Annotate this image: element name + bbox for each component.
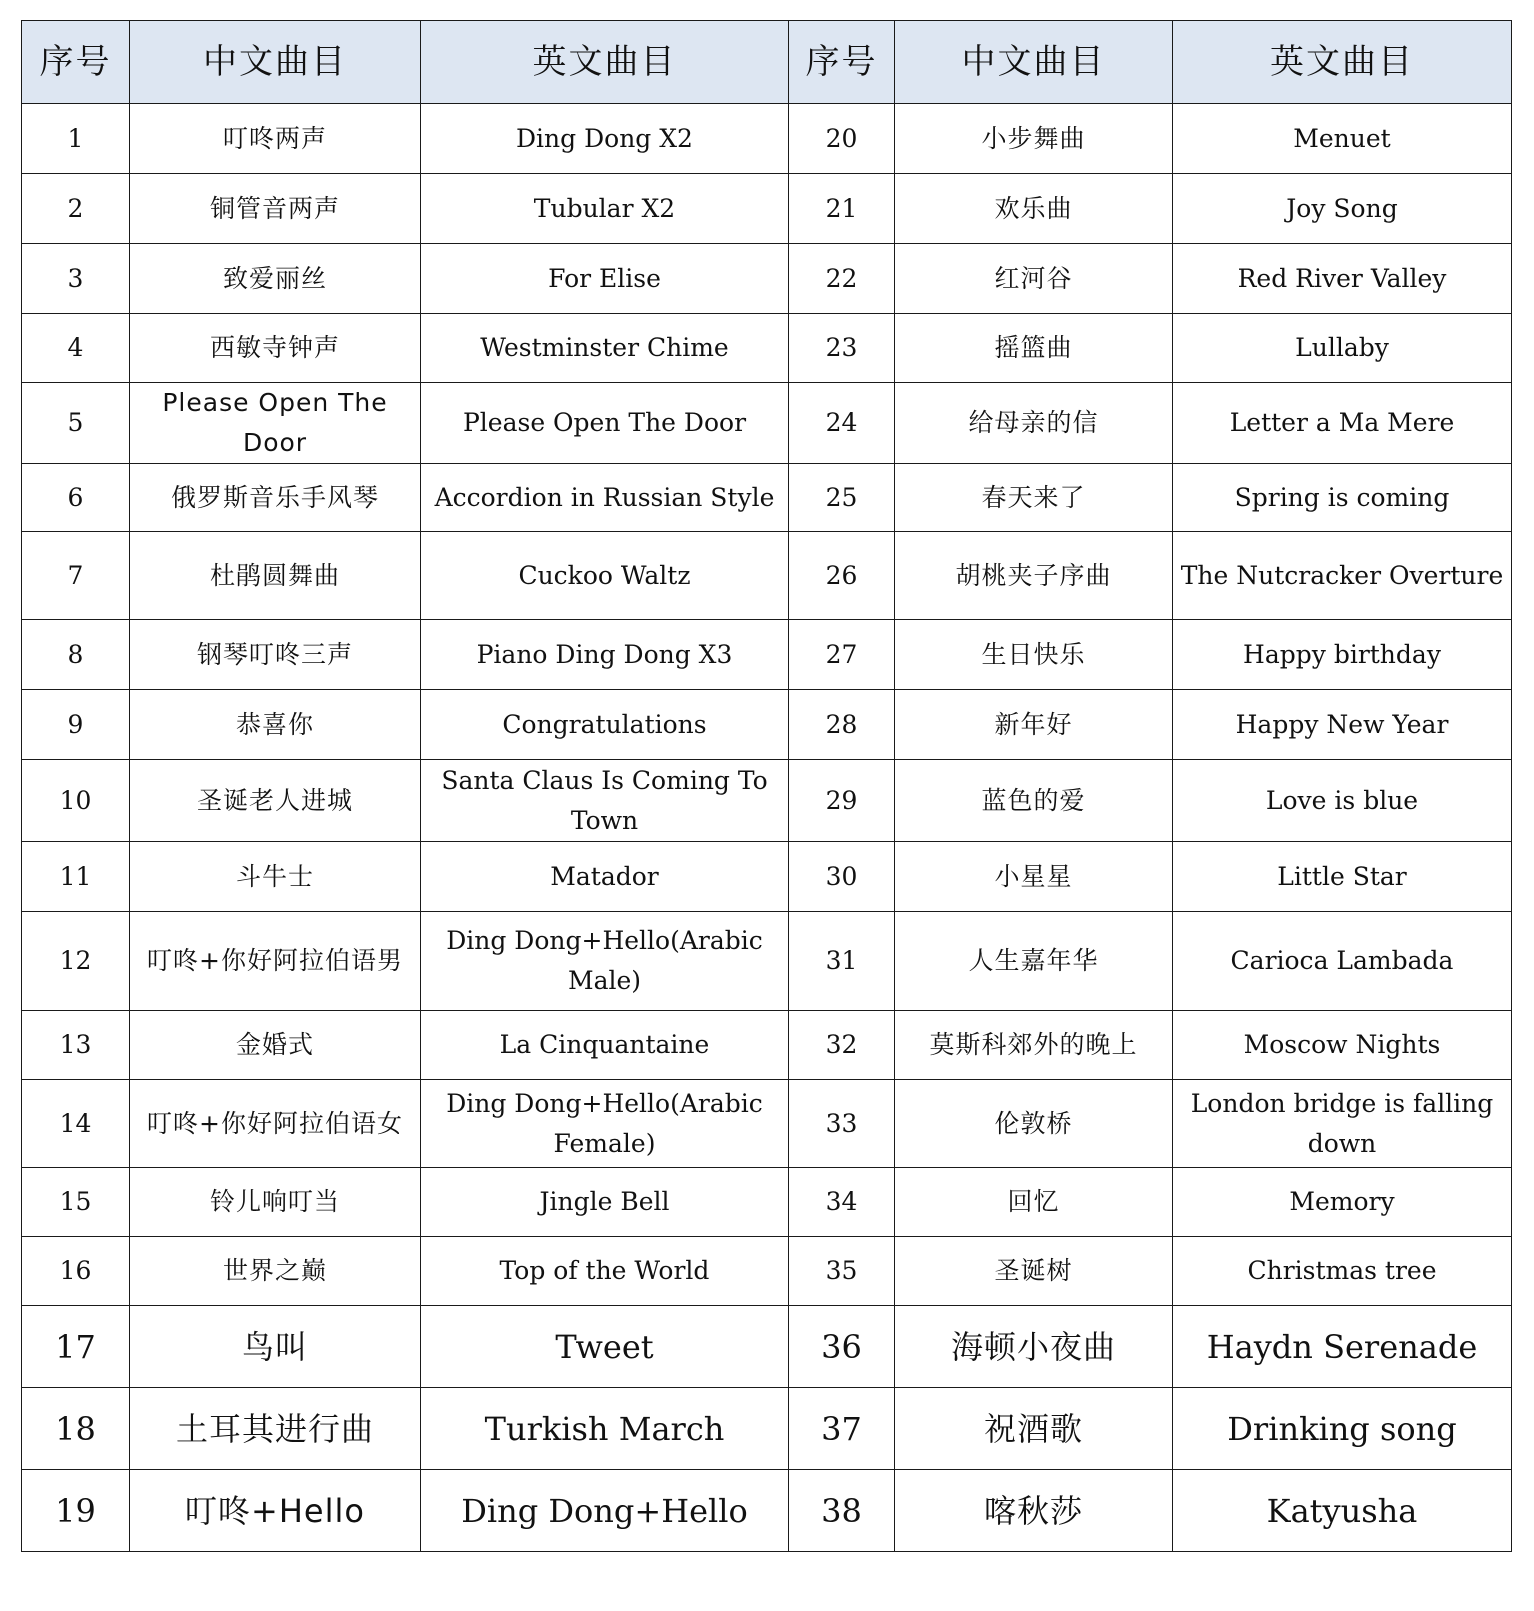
chinese-title-cell: 西敏寺钟声 [130,314,421,383]
song-index-cell: 9 [22,690,130,760]
chinese-title-cell: 鸟叫 [130,1306,421,1388]
song-index-cell: 13 [22,1011,130,1080]
english-title-cell: La Cinquantaine [421,1011,789,1080]
table-row [22,244,1512,314]
chinese-title-cell: 致爱丽丝 [130,244,421,314]
song-index-cell: 22 [789,244,895,314]
song-index-cell: 12 [22,912,130,1011]
english-title-cell: Cuckoo Waltz [421,532,789,620]
english-title-cell: Please Open The Door [421,383,789,464]
table-row [22,912,1512,1011]
song-index-cell: 18 [22,1388,130,1470]
english-title-cell: Turkish March [421,1388,789,1470]
english-title-cell: Letter a Ma Mere [1173,383,1512,464]
song-index-cell: 33 [789,1080,895,1168]
header-row [22,21,1512,104]
chinese-title-cell: 摇篮曲 [895,314,1173,383]
song-index-cell: 7 [22,532,130,620]
table-row [22,383,1512,464]
english-title-cell: Drinking song [1173,1388,1512,1470]
table-row [22,174,1512,244]
chinese-title-cell: 红河谷 [895,244,1173,314]
chinese-title-cell: 伦敦桥 [895,1080,1173,1168]
english-title-cell: London bridge is falling down [1173,1080,1512,1168]
song-index-cell: 1 [22,104,130,174]
song-table [21,20,1512,1552]
song-index-cell: 19 [22,1470,130,1552]
english-title-cell: Christmas tree [1173,1237,1512,1306]
header-english-title-right: 英文曲目 [1173,21,1512,104]
song-index-cell: 17 [22,1306,130,1388]
table-row [22,1237,1512,1306]
chinese-title-cell: 胡桃夹子序曲 [895,532,1173,620]
chinese-title-cell: 蓝色的爱 [895,760,1173,842]
table-row [22,1388,1512,1470]
chinese-title-cell: 生日快乐 [895,620,1173,690]
chinese-title-cell: 祝酒歌 [895,1388,1173,1470]
chinese-title-cell: 金婚式 [130,1011,421,1080]
song-index-cell: 28 [789,690,895,760]
english-title-cell: For Elise [421,244,789,314]
song-index-cell: 32 [789,1011,895,1080]
table-row [22,1306,1512,1388]
chinese-title-cell: 喀秋莎 [895,1470,1173,1552]
song-index-cell: 37 [789,1388,895,1470]
chinese-title-cell: 叮咚+Hello [130,1470,421,1552]
table-row [22,1011,1512,1080]
english-title-cell: Tweet [421,1306,789,1388]
header-index-left: 序号 [22,21,130,104]
song-index-cell: 27 [789,620,895,690]
chinese-title-cell: 叮咚+你好阿拉伯语女 [130,1080,421,1168]
header-chinese-title-right: 中文曲目 [895,21,1173,104]
chinese-title-cell: 俄罗斯音乐手风琴 [130,464,421,532]
chinese-title-cell: 铃儿响叮当 [130,1168,421,1237]
chinese-title-cell: 世界之巅 [130,1237,421,1306]
chinese-title-cell: 恭喜你 [130,690,421,760]
chinese-title-cell: 圣诞树 [895,1237,1173,1306]
english-title-cell: Haydn Serenade [1173,1306,1512,1388]
song-index-cell: 2 [22,174,130,244]
english-title-cell: Westminster Chime [421,314,789,383]
english-title-cell: Ding Dong+Hello(Arabic Male) [421,912,789,1011]
table-row [22,842,1512,912]
song-index-cell: 11 [22,842,130,912]
table-row [22,1470,1512,1552]
song-index-cell: 6 [22,464,130,532]
table-row [22,1080,1512,1168]
english-title-cell: Congratulations [421,690,789,760]
english-title-cell: Piano Ding Dong X3 [421,620,789,690]
song-index-cell: 25 [789,464,895,532]
english-title-cell: Jingle Bell [421,1168,789,1237]
chinese-title-cell: 新年好 [895,690,1173,760]
table-body [22,104,1512,1552]
english-title-cell: Katyusha [1173,1470,1512,1552]
chinese-title-cell: 叮咚+你好阿拉伯语男 [130,912,421,1011]
english-title-cell: Santa Claus Is Coming To Town [421,760,789,842]
table-row [22,760,1512,842]
song-index-cell: 5 [22,383,130,464]
english-title-cell: Little Star [1173,842,1512,912]
song-index-cell: 29 [789,760,895,842]
chinese-title-cell: 斗牛士 [130,842,421,912]
song-index-cell: 36 [789,1306,895,1388]
song-index-cell: 20 [789,104,895,174]
header-chinese-title-left: 中文曲目 [130,21,421,104]
song-index-cell: 38 [789,1470,895,1552]
song-index-cell: 23 [789,314,895,383]
table-row [22,464,1512,532]
english-title-cell: Lullaby [1173,314,1512,383]
english-title-cell: Joy Song [1173,174,1512,244]
table-row [22,620,1512,690]
english-title-cell: Happy birthday [1173,620,1512,690]
english-title-cell: Top of the World [421,1237,789,1306]
table-row [22,314,1512,383]
song-index-cell: 3 [22,244,130,314]
english-title-cell: Matador [421,842,789,912]
table-row [22,1168,1512,1237]
chinese-title-cell: 小星星 [895,842,1173,912]
song-index-cell: 35 [789,1237,895,1306]
song-index-cell: 10 [22,760,130,842]
song-index-cell: 30 [789,842,895,912]
english-title-cell: Carioca Lambada [1173,912,1512,1011]
english-title-cell: The Nutcracker Overture [1173,532,1512,620]
english-title-cell: Ding Dong X2 [421,104,789,174]
song-index-cell: 26 [789,532,895,620]
chinese-title-cell: 杜鹃圆舞曲 [130,532,421,620]
chinese-title-cell: 欢乐曲 [895,174,1173,244]
song-index-cell: 8 [22,620,130,690]
english-title-cell: Spring is coming [1173,464,1512,532]
english-title-cell: Memory [1173,1168,1512,1237]
table-row [22,104,1512,174]
chinese-title-cell: 小步舞曲 [895,104,1173,174]
chinese-title-cell: 回忆 [895,1168,1173,1237]
english-title-cell: Tubular X2 [421,174,789,244]
chinese-title-cell: 圣诞老人进城 [130,760,421,842]
english-title-cell: Red River Valley [1173,244,1512,314]
song-index-cell: 24 [789,383,895,464]
english-title-cell: Happy New Year [1173,690,1512,760]
header-english-title-left: 英文曲目 [421,21,789,104]
english-title-cell: Ding Dong+Hello [421,1470,789,1552]
chinese-title-cell: 人生嘉年华 [895,912,1173,1011]
song-index-cell: 31 [789,912,895,1011]
english-title-cell: Accordion in Russian Style [421,464,789,532]
song-index-cell: 4 [22,314,130,383]
chinese-title-cell: 土耳其进行曲 [130,1388,421,1470]
chinese-title-cell: Please Open The Door [130,383,421,464]
english-title-cell: Moscow Nights [1173,1011,1512,1080]
song-index-cell: 14 [22,1080,130,1168]
song-index-cell: 21 [789,174,895,244]
chinese-title-cell: 叮咚两声 [130,104,421,174]
chinese-title-cell: 海顿小夜曲 [895,1306,1173,1388]
table-row [22,690,1512,760]
english-title-cell: Ding Dong+Hello(Arabic Female) [421,1080,789,1168]
english-title-cell: Menuet [1173,104,1512,174]
chinese-title-cell: 铜管音两声 [130,174,421,244]
song-index-cell: 15 [22,1168,130,1237]
chinese-title-cell: 钢琴叮咚三声 [130,620,421,690]
header-index-right: 序号 [789,21,895,104]
song-index-cell: 16 [22,1237,130,1306]
chinese-title-cell: 给母亲的信 [895,383,1173,464]
english-title-cell: Love is blue [1173,760,1512,842]
song-index-cell: 34 [789,1168,895,1237]
chinese-title-cell: 春天来了 [895,464,1173,532]
table-row [22,532,1512,620]
chinese-title-cell: 莫斯科郊外的晚上 [895,1011,1173,1080]
song-table-container [21,20,1511,1552]
